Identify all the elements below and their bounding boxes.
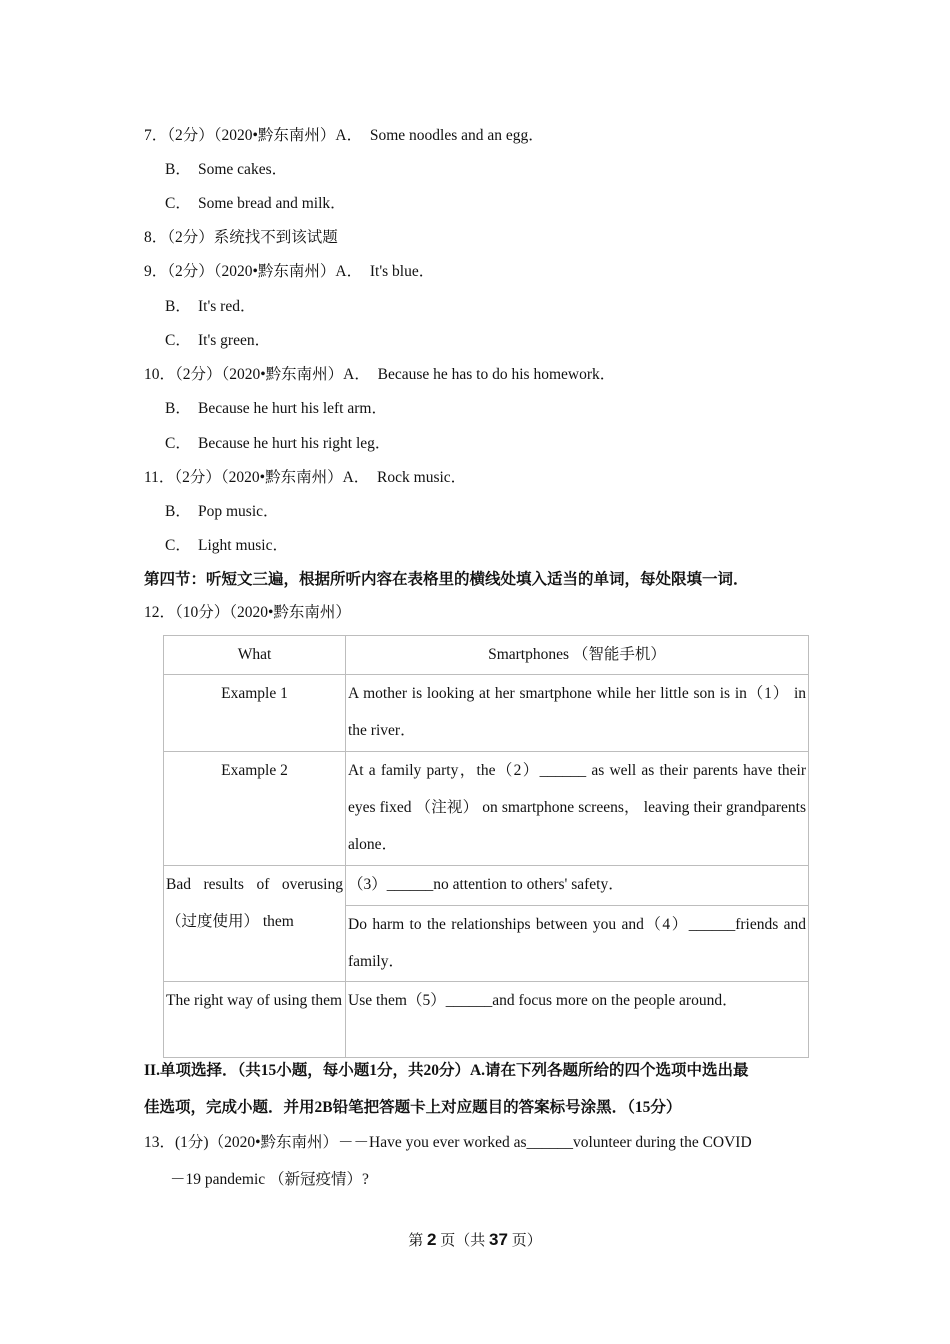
option-text: Some bread and milk．	[198, 195, 346, 212]
option-text: Light music．	[198, 537, 288, 554]
footer-middle: 页（共	[440, 1233, 486, 1249]
option-text: Because he hurt his right leg．	[198, 435, 391, 452]
question-10	[144, 365, 615, 385]
row-label: Bad results of overusing （过度使用） them	[164, 866, 346, 982]
option-letter: B．	[165, 298, 191, 315]
option-a: It's blue．	[369, 263, 435, 280]
option-letter: C．	[165, 195, 191, 212]
option-a: Because he has to do his homework．	[377, 366, 616, 383]
option-text: Because he hurt his left arm．	[198, 400, 387, 417]
footer-prefix: 第	[408, 1233, 424, 1249]
option-letter: B．	[165, 400, 191, 417]
row-content: A mother is looking at her smartphone while her little son is in（1） in the river．	[346, 675, 809, 752]
row-label: Example 2	[164, 752, 346, 866]
question-11-option-b	[165, 502, 279, 522]
option-letter: B．	[165, 503, 191, 520]
option-letter: C．	[165, 332, 191, 349]
page-number: 2	[427, 1230, 437, 1249]
question-10-option-c	[165, 434, 390, 454]
section-4-title: 第四节：听短文三遍，根据所听内容在表格里的横线处填入适当的单词，每处限填一词．	[144, 571, 749, 588]
option-a: Rock music．	[377, 469, 467, 486]
option-text: Pop music．	[198, 503, 279, 520]
row-label: The right way of using them	[164, 982, 346, 1058]
question-12: 12．（10分）（2020•黔东南州）	[144, 604, 351, 621]
row-content: At a family party，the（2）______ as well as their parents have their eyes fixed （注视） on smartphone screens， leaving their grandparents alone．	[346, 752, 809, 866]
section-2-title-line1: II.单项选择．（共15小题，每小题1分，共20分）A.请在下列各题所给的四个选项中选出最	[144, 1062, 749, 1079]
question-9-option-c	[165, 331, 270, 351]
table-row	[164, 982, 809, 1058]
header-smartphones: Smartphones （智能手机）	[346, 636, 809, 675]
footer-suffix: 页）	[511, 1233, 542, 1249]
row-content: Do harm to the relationships between you and（4）______friends and family．	[346, 906, 809, 982]
question-7-option-c	[165, 194, 346, 214]
table-row	[164, 866, 809, 906]
table-row	[164, 675, 809, 752]
section-2-title-line2: 佳选项，完成小题．并用2B铅笔把答题卡上对应题目的答案标号涂黑．（15分）	[144, 1099, 682, 1116]
table-row	[164, 752, 809, 866]
option-letter: B．	[165, 161, 191, 178]
question-9-head: 9．（2分）（2020•黔东南州）A．	[144, 263, 363, 280]
option-letter: C．	[165, 537, 191, 554]
table-row	[164, 636, 809, 675]
row-content: Use them（5）______and focus more on the people around．	[346, 982, 809, 1058]
question-11	[144, 468, 466, 488]
question-10-head: 10．（2分）（2020•黔东南州）A．	[144, 366, 370, 383]
question-10-option-b	[165, 399, 387, 419]
question-8: 8．（2分）系统找不到该试题	[144, 229, 338, 246]
option-a: Some noodles and an egg．	[369, 127, 544, 144]
question-7-head: 7．（2分）（2020•黔东南州）A．	[144, 127, 363, 144]
question-7-option-b	[165, 160, 287, 180]
row-label: Example 1	[164, 675, 346, 752]
option-text: It's green．	[198, 332, 271, 349]
question-9-option-b	[165, 297, 255, 317]
header-what: What	[164, 636, 346, 675]
question-11-head: 11．（2分）（2020•黔东南州）A．	[144, 469, 370, 486]
question-13-line1: 13．(1分)（2020•黔东南州）－－Have you ever worked as______volunteer during the COVID	[144, 1134, 752, 1151]
option-text: Some cakes．	[198, 161, 288, 178]
question-9	[144, 262, 434, 282]
row-content: （3）______no attention to others' safety．	[346, 866, 809, 906]
question-7	[144, 126, 544, 146]
total-pages: 37	[489, 1230, 508, 1249]
page-footer	[0, 1229, 950, 1250]
option-text: It's red．	[198, 298, 256, 315]
question-12-table	[163, 635, 809, 1058]
option-letter: C．	[165, 435, 191, 452]
question-13-line2: －19 pandemic （新冠疫情）?	[170, 1171, 369, 1188]
question-11-option-c	[165, 536, 288, 556]
